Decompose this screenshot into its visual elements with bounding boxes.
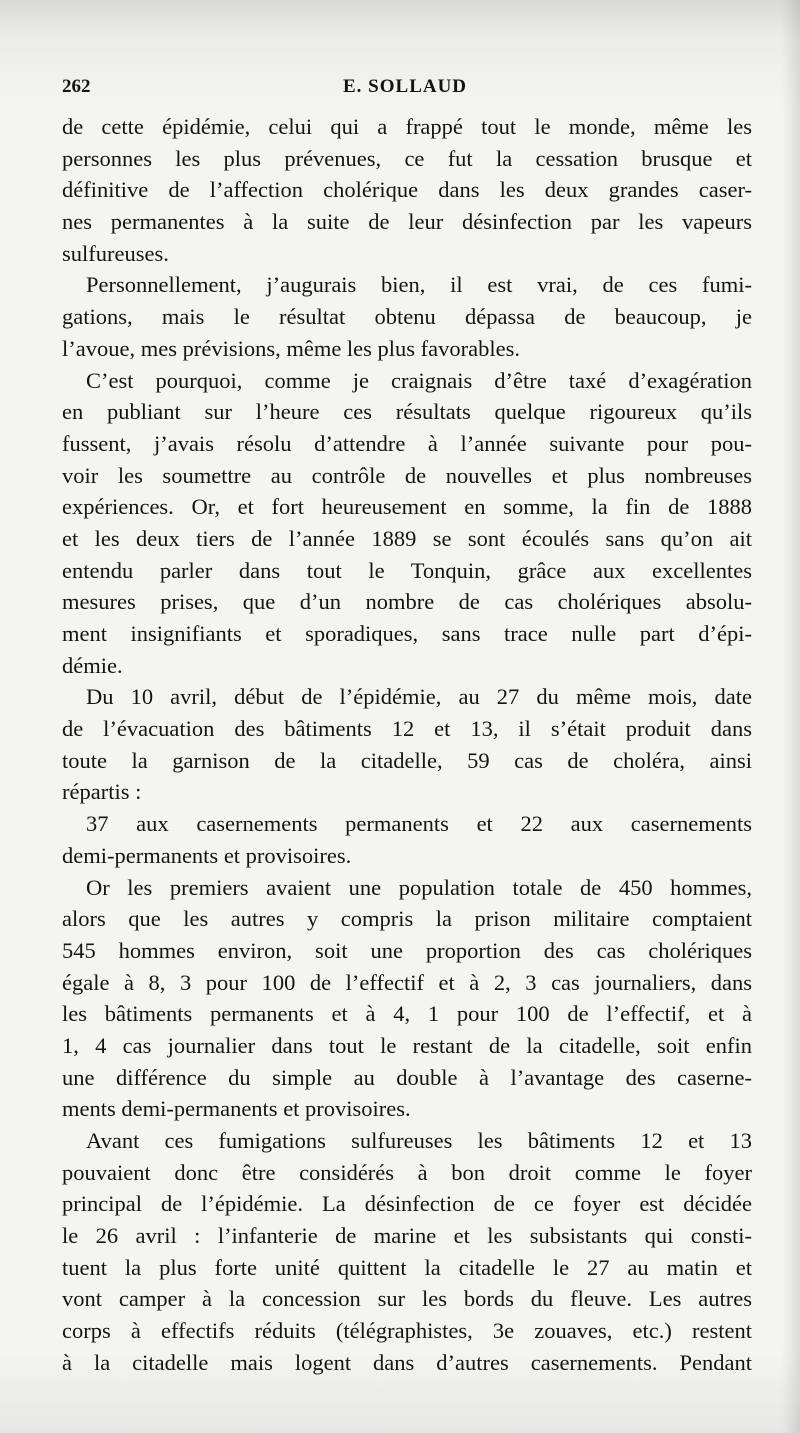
text-line: toute la garnison de la citadelle, 59 cas de choléra, ainsi bbox=[62, 747, 752, 773]
text-line: entendu parler dans tout le Tonquin, grâce aux excellentes bbox=[62, 557, 752, 583]
body-text bbox=[62, 111, 752, 1379]
text-line: alors que les autres y compris la prison militaire comptaient bbox=[62, 906, 752, 932]
text-line: Personnellement, j’augurais bien, il est vrai, de ces fumi- bbox=[86, 272, 752, 298]
text-line: l’avoue, mes prévisions, même les plus favorables. bbox=[62, 335, 521, 361]
text-line: expériences. Or, et fort heureusement en somme, la fin de 1888 bbox=[62, 494, 752, 520]
running-head: E. SOLLAUD bbox=[343, 76, 468, 97]
text-line: C’est pourquoi, comme je craignais d’être taxé d’exagération bbox=[86, 367, 752, 393]
text-line: le 26 avril : l’infanterie de marine et les subsistants qui consti- bbox=[62, 1223, 752, 1249]
text-line: sulfureuses. bbox=[62, 240, 169, 266]
text-line: à la citadelle mais logent dans d’autres casernements. Pendant bbox=[62, 1349, 752, 1375]
text-line: définitive de l’affection cholérique dans les deux grandes caser- bbox=[62, 177, 752, 203]
text-line: les bâtiments permanents et à 4, 1 pour 100 de l’effectif, et à bbox=[62, 1001, 752, 1027]
text-line: Or les premiers avaient une population totale de 450 hommes, bbox=[86, 874, 752, 900]
text-line: Du 10 avril, début de l’épidémie, au 27 du même mois, date bbox=[86, 684, 752, 710]
text-line: une différence du simple au double à l’avantage des caserne- bbox=[62, 1064, 752, 1090]
text-line: fussent, j’avais résolu d’attendre à l’année suivante pour pou- bbox=[62, 430, 752, 456]
page-number: 262 bbox=[62, 76, 91, 97]
text-line: ments demi-permanents et provisoires. bbox=[62, 1096, 411, 1122]
text-line: gations, mais le résultat obtenu dépassa de beaucoup, je bbox=[62, 304, 752, 330]
text-line: demi-permanents et provisoires. bbox=[62, 842, 352, 868]
text-line: voir les soumettre au contrôle de nouvelles et plus nombreuses bbox=[62, 462, 752, 488]
text-line: personnes les plus prévenues, ce fut la cessation brusque et bbox=[62, 145, 752, 171]
text-line: Avant ces fumigations sulfureuses les bâtiments 12 et 13 bbox=[86, 1128, 752, 1153]
text-line: corps à effectifs réduits (télégraphistes, 3e zouaves, etc.) restent bbox=[62, 1318, 752, 1344]
text-line: mesures prises, que d’un nombre de cas cholériques absolu- bbox=[62, 589, 752, 615]
page-edge-shadow bbox=[782, 0, 800, 1433]
text-line: de cette épidémie, celui qui a frappé tout le monde, même les bbox=[62, 114, 752, 139]
text-line: démie. bbox=[62, 652, 123, 678]
text-line: 37 aux casernements permanents et 22 aux casernements bbox=[86, 811, 752, 837]
text-line: 545 hommes environ, soit une proportion des cas cholériques bbox=[62, 937, 752, 963]
text-line: tuent la plus forte unité quittent la citadelle le 27 au matin et bbox=[62, 1254, 752, 1280]
text-line: vont camper à la concession sur les bords du fleuve. Les autres bbox=[62, 1286, 752, 1312]
text-line: pouvaient donc être considérés à bon droit comme le foyer bbox=[62, 1159, 752, 1185]
text-line: et les deux tiers de l’année 1889 se sont écoulés sans qu’on ait bbox=[62, 525, 752, 551]
text-line: répartis : bbox=[62, 779, 142, 805]
page-header bbox=[62, 76, 752, 100]
text-line: 1, 4 cas journalier dans tout le restant de la citadelle, soit enfin bbox=[62, 1032, 752, 1058]
text-line: de l’évacuation des bâtiments 12 et 13, il s’était produit dans bbox=[62, 716, 752, 742]
text-line: en publiant sur l’heure ces résultats quelque rigoureux qu’ils bbox=[62, 399, 752, 425]
text-line: égale à 8, 3 pour 100 de l’effectif et à 2, 3 cas journaliers, dans bbox=[62, 969, 752, 995]
text-line: principal de l’épidémie. La désinfection de ce foyer est décidée bbox=[62, 1191, 752, 1217]
text-line: nes permanentes à la suite de leur désinfection par les vapeurs bbox=[62, 209, 752, 235]
text-line: ment insignifiants et sporadiques, sans trace nulle part d’épi- bbox=[62, 621, 752, 646]
